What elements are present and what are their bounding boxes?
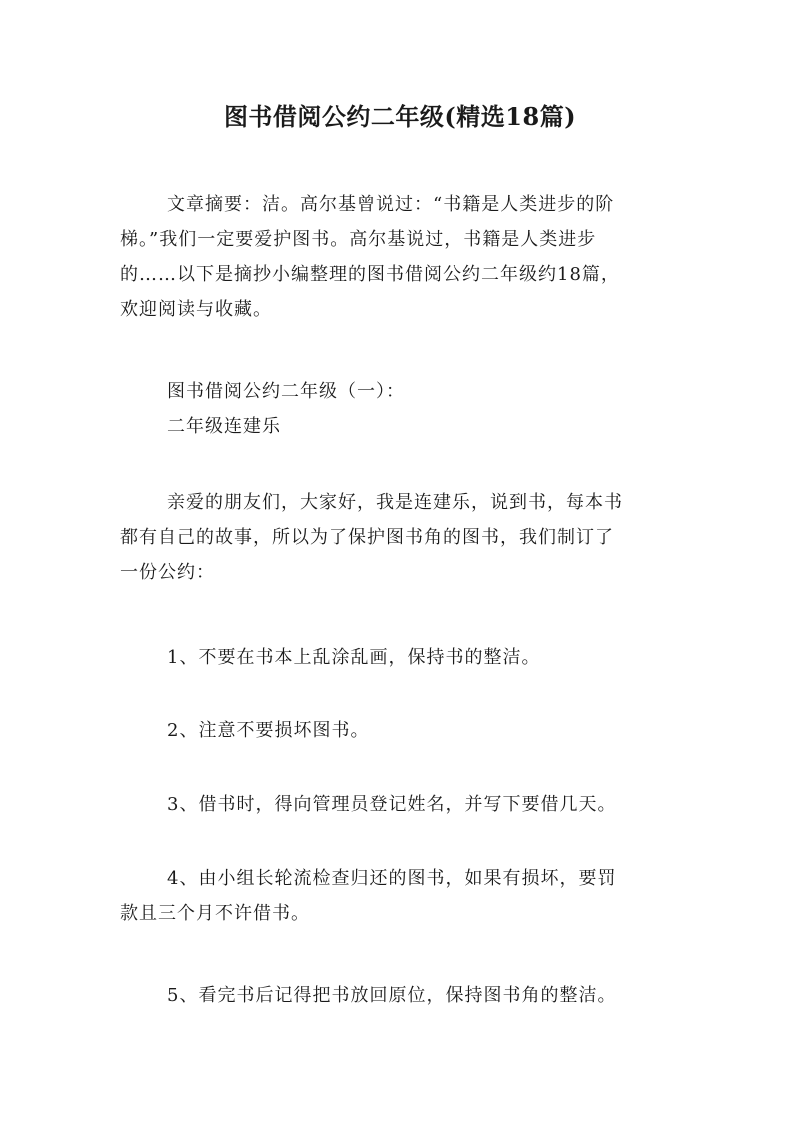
abstract-line: 梯。”我们一定要爱护图书。高尔基说过，书籍是人类进步 [120, 229, 597, 250]
abstract-line: 文章摘要：洁。高尔基曾说过：“书籍是人类进步的阶 [167, 194, 615, 215]
abstract-paragraph [120, 187, 690, 327]
section-header [120, 374, 690, 444]
author-line: 二年级连建乐 [167, 416, 281, 437]
intro-line: 都有自己的故事，所以为了保护图书角的图书，我们制订了 [120, 527, 614, 548]
rule-text: 1、不要在书本上乱涂乱画，保持书的整洁。 [167, 647, 541, 668]
rule-text: 3、借书时，得向管理员登记姓名，并写下要借几天。 [167, 794, 617, 815]
intro-paragraph [120, 485, 690, 590]
intro-line: 亲爱的朋友们，大家好，我是连建乐，说到书，每本书 [167, 492, 623, 513]
rule-item [120, 640, 690, 675]
rule-text: 款且三个月不许借书。 [120, 903, 310, 924]
abstract-line: 欢迎阅读与收藏。 [120, 299, 272, 320]
rule-item [120, 978, 690, 1013]
intro-line: 一份公约： [120, 562, 215, 583]
section-heading: 图书借阅公约二年级（一）： [167, 381, 405, 402]
rule-text: 4、由小组长轮流检查归还的图书，如果有损坏，要罚 [167, 868, 617, 889]
rule-item [120, 787, 690, 822]
rule-item [120, 713, 690, 748]
rule-item [120, 861, 690, 931]
rule-text: 5、看完书后记得把书放回原位，保持图书角的整洁。 [167, 985, 617, 1006]
document-title: 图书借阅公约二年级(精选18篇) [223, 102, 577, 131]
rule-text: 2、注意不要损坏图书。 [167, 720, 370, 741]
abstract-line: 的……以下是摘抄小编整理的图书借阅公约二年级约18篇， [120, 264, 620, 285]
